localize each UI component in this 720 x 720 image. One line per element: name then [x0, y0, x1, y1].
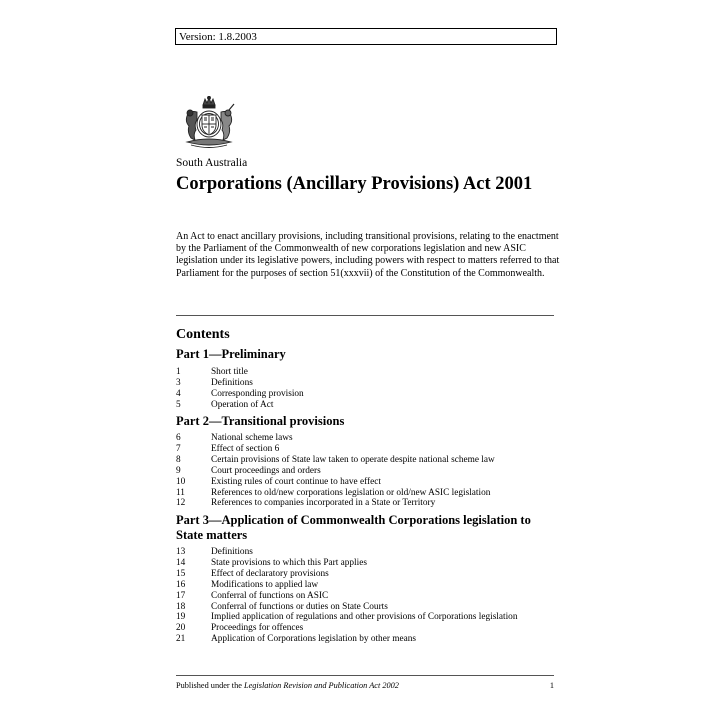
part-2-heading: Part 2—Transitional provisions: [176, 414, 345, 428]
toc-title: Definitions: [211, 377, 253, 388]
toc-title: Implied application of regulations and other provisions of Corporations legislation: [211, 612, 518, 623]
toc-number: 17: [176, 590, 186, 601]
toc-title: Conferral of functions or duties on State Courts: [211, 601, 388, 612]
toc-title: National scheme laws: [211, 433, 293, 443]
version-box: [175, 28, 557, 45]
contents-heading: Contents: [176, 327, 230, 342]
toc-title: Application of Corporations legislation by other means: [211, 634, 417, 645]
part-3-heading: Part 3—Application of Commonwealth Corporations legislation to State matters: [176, 513, 531, 542]
toc-item[interactable]: [176, 488, 495, 499]
toc-number: 19: [176, 612, 186, 623]
toc-number: 16: [176, 579, 186, 590]
footer-prefix: Published under the: [176, 681, 244, 690]
toc-item[interactable]: [176, 400, 304, 411]
royal-coat-of-arms-icon: [179, 96, 239, 150]
toc-item[interactable]: [176, 367, 304, 378]
toc-title: State provisions to which this Part applies: [211, 557, 367, 568]
jurisdiction-label: South Australia: [176, 157, 248, 169]
toc-item[interactable]: [176, 498, 495, 509]
toc-item[interactable]: [176, 389, 304, 400]
toc-item[interactable]: [176, 547, 517, 558]
toc-number: 13: [176, 547, 186, 557]
divider-bottom: [176, 675, 554, 676]
toc-title: Effect of section 6: [211, 443, 280, 454]
toc-number: 21: [176, 634, 186, 645]
page-footer: [176, 681, 554, 690]
part-1-list: [176, 367, 304, 411]
toc-number: 9: [176, 465, 181, 476]
part-2-list: [176, 433, 495, 509]
toc-title: Operation of Act: [211, 399, 274, 410]
toc-number: 8: [176, 454, 181, 465]
toc-item[interactable]: [176, 378, 304, 389]
toc-number: 5: [176, 399, 181, 410]
toc-item[interactable]: [176, 580, 517, 591]
toc-title: References to old/new corporations legislation or old/new ASIC legislation: [211, 487, 491, 498]
toc-title: References to companies incorporated in a State or Territory: [211, 498, 436, 509]
toc-item[interactable]: [176, 591, 517, 602]
toc-item[interactable]: [176, 558, 517, 569]
toc-item[interactable]: [176, 612, 517, 623]
toc-item[interactable]: [176, 477, 495, 488]
toc-number: 18: [176, 601, 186, 612]
toc-number: 20: [176, 623, 186, 634]
part-3-list: [176, 547, 517, 645]
toc-title: Conferral of functions on ASIC: [211, 590, 329, 601]
toc-item[interactable]: [176, 634, 517, 645]
act-title: Corporations (Ancillary Provisions) Act 2001: [176, 174, 533, 194]
toc-number: 14: [176, 557, 186, 568]
toc-title: Proceedings for offences: [211, 623, 304, 634]
page-number: 1: [549, 681, 554, 690]
toc-number: 7: [176, 443, 181, 454]
toc-number: 11: [176, 487, 185, 498]
divider-top: [176, 315, 554, 316]
toc-number: 10: [176, 476, 186, 487]
toc-number: 1: [176, 367, 181, 377]
toc-title: Court proceedings and orders: [211, 465, 321, 476]
toc-title: Effect of declaratory provisions: [211, 568, 329, 579]
toc-title: Modifications to applied law: [211, 579, 319, 590]
toc-title: Definitions: [211, 547, 253, 557]
part-1-heading: Part 1—Preliminary: [176, 347, 286, 361]
toc-item[interactable]: [176, 623, 517, 634]
footer-act-name: Legislation Revision and Publication Act 2002: [243, 681, 399, 690]
toc-item[interactable]: [176, 602, 517, 613]
toc-number: 4: [176, 388, 181, 399]
toc-title: Short title: [211, 367, 248, 377]
toc-number: 12: [176, 498, 186, 509]
long-title: An Act to enact ancillary provisions, including transitional provisions, relating to the enactment by the Parliament of the Commonwealth of new corporations legislation and new ASIC legislation under its legislative powers, including powers with respect to matters referred to that Parliament for the purposes of section 51(xxxvii) of the Constitution of the Commonwealth.: [176, 231, 560, 279]
version-label: Version: 1.8.2003: [179, 31, 257, 43]
toc-item[interactable]: [176, 569, 517, 580]
toc-number: 3: [176, 377, 181, 388]
toc-item[interactable]: [176, 455, 495, 466]
toc-title: Existing rules of court continue to have effect: [211, 476, 381, 487]
toc-item[interactable]: [176, 433, 495, 444]
toc-title: Corresponding provision: [211, 388, 304, 399]
toc-number: 6: [176, 433, 181, 443]
footer-publication-note: [176, 681, 399, 690]
toc-title: Certain provisions of State law taken to operate despite national scheme law: [211, 454, 495, 465]
toc-number: 15: [176, 568, 186, 579]
toc-item[interactable]: [176, 444, 495, 455]
toc-item[interactable]: [176, 466, 495, 477]
